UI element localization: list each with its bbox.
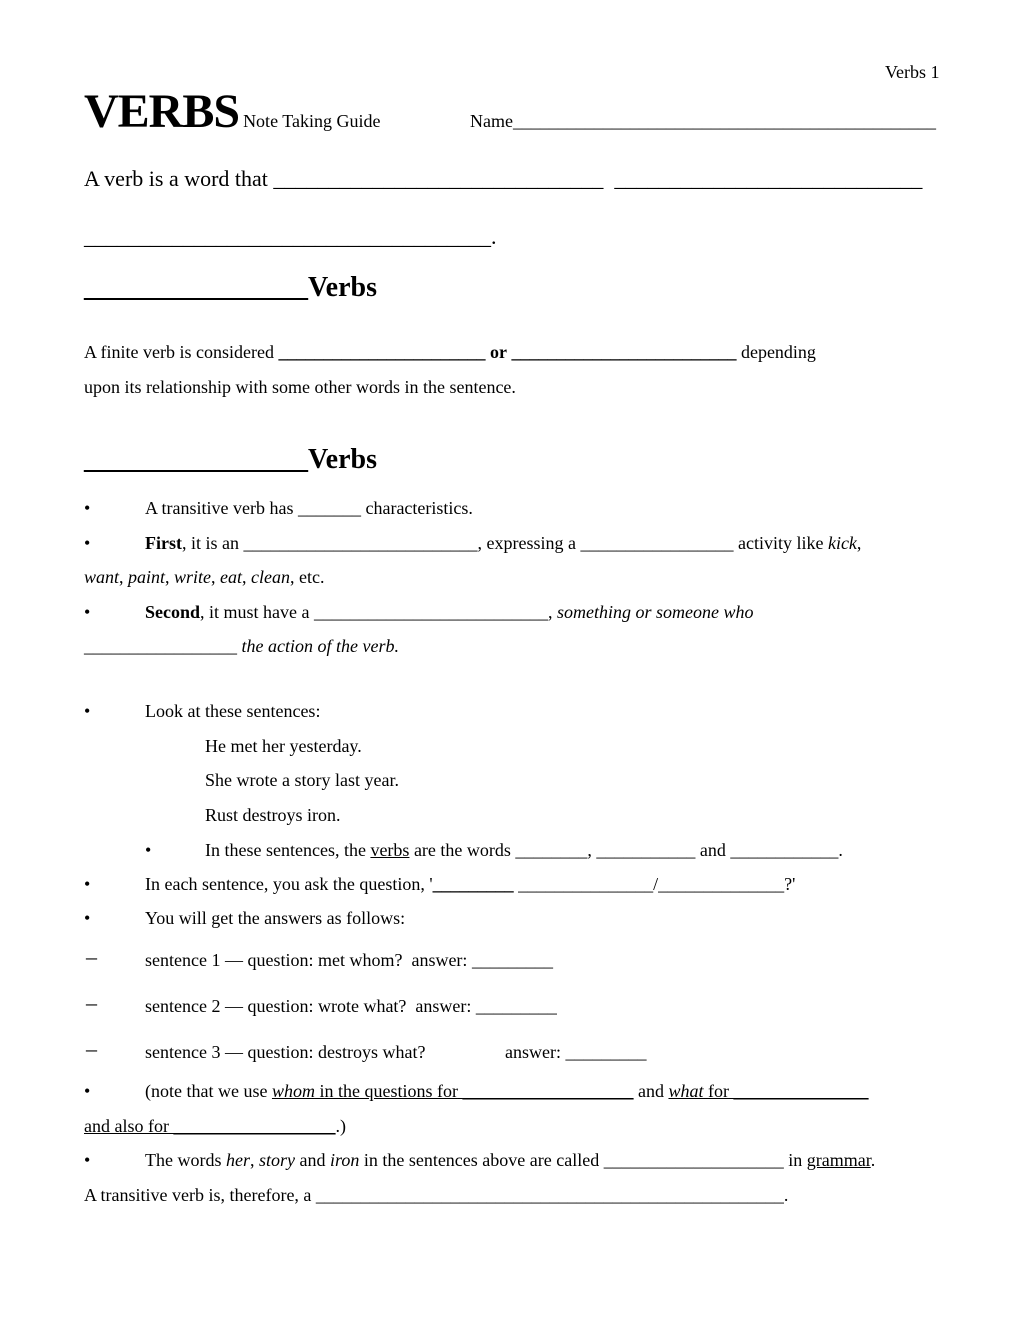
definition-line-1 [84, 166, 922, 192]
d3-blank[interactable]: _________ [565, 1042, 647, 1062]
example-eat: eat [220, 567, 243, 587]
section1-heading [84, 272, 377, 304]
d1-answer-label: answer: [411, 950, 468, 970]
answers-as-follows: You will get the answers as follows: [145, 908, 406, 928]
answer-1 [145, 950, 553, 971]
definition-prefix: A verb is a word that [84, 166, 268, 191]
section1-heading-word: Verbs [308, 272, 377, 303]
b3-pre: , it must have a [200, 602, 310, 622]
d2-answer-label: answer: [415, 996, 472, 1016]
slash: / [653, 874, 659, 894]
bullet: • [84, 701, 91, 721]
example-kick: kick [827, 533, 857, 553]
page-label: Verbs 1 [885, 62, 940, 82]
second-label: Second [145, 602, 201, 622]
final-blank[interactable]: ____________________________________________________. [315, 1185, 789, 1205]
b2-mid: , expressing a [477, 533, 576, 553]
objects-called [145, 1150, 875, 1171]
sub-blank-2[interactable]: ___________ [596, 840, 696, 860]
bullet: • [84, 1150, 91, 1170]
example-paint: paint [128, 567, 166, 587]
b3-line2-blank[interactable]: _________________ [84, 636, 237, 656]
d2-blank[interactable]: _________ [475, 996, 557, 1016]
word-story: story [258, 1150, 295, 1170]
first-characteristic [145, 533, 861, 554]
sep: , [211, 567, 221, 587]
example-sentence-3: Rust destroys iron. [205, 805, 341, 825]
b3-blank[interactable]: __________________________ [314, 602, 548, 622]
answer-3-question: sentence 3 — question: destroys what? [145, 1042, 426, 1062]
b8-and: and [299, 1150, 326, 1170]
sub-blank-1[interactable]: ________, [515, 840, 592, 860]
example-sentence-2: She wrote a story last year. [205, 770, 399, 790]
b8-blank[interactable]: ____________________ [603, 1150, 784, 1170]
bullet: • [84, 533, 91, 553]
period: . [870, 1150, 876, 1170]
transitive-definition [84, 1185, 788, 1206]
document-title [84, 84, 380, 139]
word-iron: iron [329, 1150, 360, 1170]
b2-blank-1[interactable]: __________________________ [243, 533, 478, 553]
first-characteristic-examples [84, 567, 325, 588]
finite-verb-paragraph-line-2: upon its relationship with some other words in the sentence. [84, 377, 516, 397]
ask-question [145, 874, 795, 895]
title-small: Note Taking Guide [243, 111, 381, 131]
sep: , [242, 567, 252, 587]
b3-line2-italic: the action of the verb. [241, 636, 399, 656]
section1-heading-blank[interactable]: ________________ [84, 272, 308, 303]
definition-blank-1[interactable]: ______________________________ [273, 166, 604, 191]
note-whom-what [145, 1081, 868, 1102]
d3-answer-label: answer: [505, 1042, 561, 1062]
look-at-sentences: Look at these sentences: [145, 701, 321, 721]
b5-blank-2[interactable]: _______________ [518, 874, 654, 894]
verbs-link[interactable]: verbs [370, 840, 410, 860]
comma: , [856, 533, 862, 553]
b5-pre: In each sentence, you ask the question, ' [145, 874, 433, 894]
sub-and: and [699, 840, 726, 860]
second-characteristic [145, 602, 754, 623]
d2-question: sentence 2 — question: wrote what? [145, 996, 407, 1016]
sub-mid: are the words [413, 840, 511, 860]
sub-blank-3[interactable]: ____________. [730, 840, 843, 860]
example-want: want [84, 567, 120, 587]
title-big: VERBS [84, 85, 240, 138]
b8-pre: The words [145, 1150, 222, 1170]
bullet: • [145, 840, 152, 860]
definition-blank-2[interactable]: ____________________________ [614, 166, 923, 191]
answer-2 [145, 996, 557, 1017]
example-write: write [174, 567, 212, 587]
name-label: Name [470, 111, 513, 131]
finite-or: or [489, 342, 507, 362]
transitive-characteristics [145, 498, 473, 519]
etc: , etc. [290, 567, 325, 587]
word-her: her [225, 1150, 250, 1170]
verbs-in-sentences [205, 840, 843, 861]
b8-mid: in the sentences above are called [363, 1150, 600, 1170]
b7-line2-post: .) [335, 1116, 346, 1136]
b5-post: ?' [784, 874, 796, 894]
what-word: what [668, 1081, 704, 1101]
b2-blank-2[interactable]: _________________ [580, 533, 734, 553]
sep: , [119, 567, 129, 587]
sep: , [165, 567, 175, 587]
bullet: • [84, 498, 91, 518]
b7-and: and [637, 1081, 664, 1101]
section2-heading-blank[interactable]: ________________ [84, 444, 308, 475]
final-pre: A transitive verb is, therefore, a [84, 1185, 312, 1205]
b7-blank-1[interactable]: ___________________ [462, 1081, 634, 1101]
d1-question: sentence 1 — question: met whom? [145, 950, 403, 970]
b5-blank-1[interactable]: _________ [432, 874, 514, 894]
dash: – [86, 1036, 97, 1061]
b2-pre: , it is an [181, 533, 239, 553]
section2-heading [84, 444, 377, 476]
b7-pre: (note that we use [145, 1081, 268, 1101]
bullet: • [84, 602, 91, 622]
bullet: • [84, 874, 91, 894]
b2-post: activity like [737, 533, 824, 553]
comma: , [249, 1150, 255, 1170]
section2-heading-word: Verbs [308, 444, 377, 475]
dash: – [86, 990, 97, 1015]
b1-pre: A transitive verb has [145, 498, 294, 518]
answer-3 [505, 1042, 646, 1063]
b7-mid: in the questions for [319, 1081, 458, 1101]
finite-suffix: depending [740, 342, 816, 362]
bullet: • [84, 908, 91, 928]
b5-blank-3[interactable]: ______________ [658, 874, 785, 894]
note-whom-what-line-2 [84, 1116, 346, 1137]
definition-line-2[interactable]: _____________________________________. [84, 224, 497, 249]
dash: – [86, 944, 97, 969]
b1-blank[interactable]: _______ [297, 498, 361, 518]
b8-in: in [788, 1150, 803, 1170]
b7-line2-blank[interactable]: __________________ [173, 1116, 336, 1136]
finite-verb-paragraph-line-1 [84, 342, 816, 363]
name-blank[interactable]: _______________________________________________ [512, 111, 936, 131]
example-clean: clean [251, 567, 291, 587]
grammar-link[interactable]: grammar [806, 1150, 871, 1170]
bullet: • [84, 1081, 91, 1101]
b7-for: for [707, 1081, 729, 1101]
first-label: First [145, 533, 182, 553]
example-sentence-1: He met her yesterday. [205, 736, 362, 756]
finite-blank-1[interactable]: _______________________ [278, 342, 486, 362]
b3-italic: something or someone who [557, 602, 754, 622]
finite-blank-2[interactable]: _________________________ [511, 342, 737, 362]
b7-blank-2[interactable]: _______________ [733, 1081, 869, 1101]
b7-line2-pre: and also for [84, 1116, 169, 1136]
sub-pre: In these sentences, the [205, 840, 366, 860]
d1-blank[interactable]: _________ [471, 950, 553, 970]
finite-prefix: A finite verb is considered [84, 342, 274, 362]
second-characteristic-line-2 [84, 636, 399, 657]
b1-post: characteristics. [365, 498, 473, 518]
comma: , [548, 602, 553, 622]
whom-word: whom [271, 1081, 315, 1101]
name-field[interactable] [470, 111, 936, 132]
